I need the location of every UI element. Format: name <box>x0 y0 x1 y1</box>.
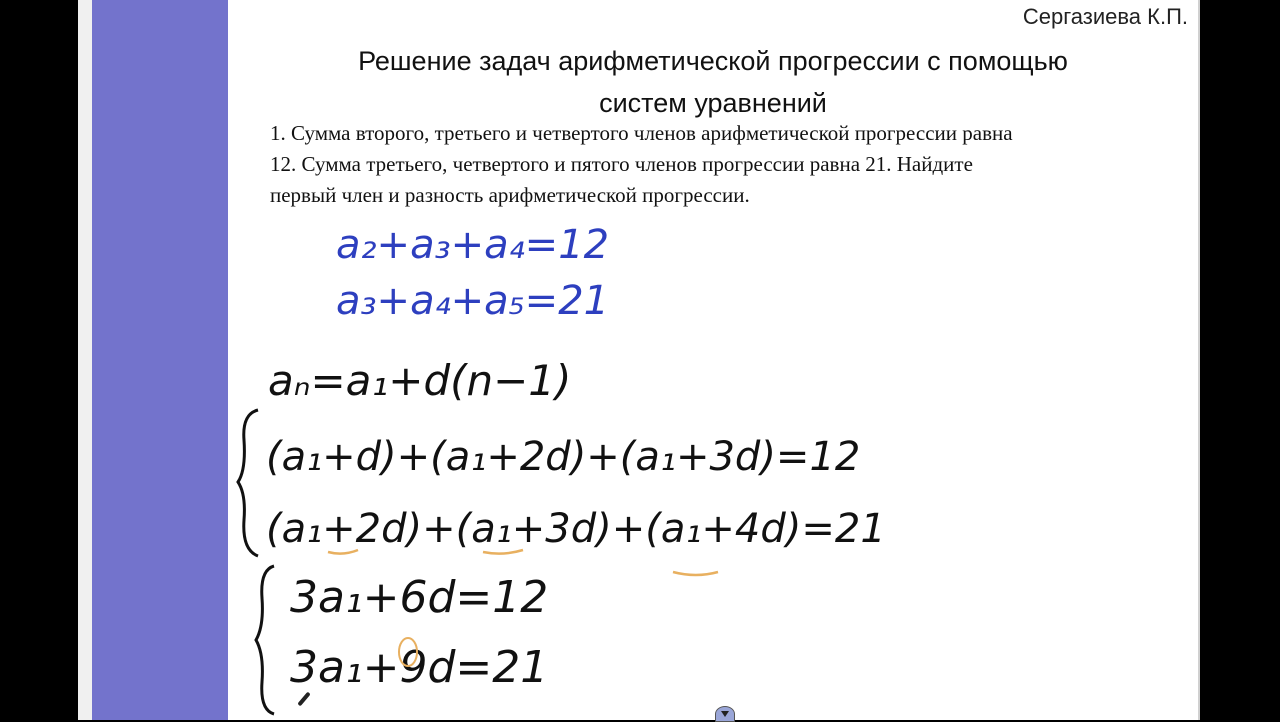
title-line-2: систем уравнений <box>599 88 827 118</box>
system2-equation-1: 3a₁+6d=12 <box>290 572 549 623</box>
system-brace-1 <box>238 410 258 556</box>
title-line-1: Решение задач арифметической прогрессии с помощью <box>358 46 1068 76</box>
blue-equation-1: a₂+a₃+a₄=12 <box>336 222 610 268</box>
handwriting-layer <box>228 0 1200 720</box>
blue-equation-2: a₃+a₄+a₅=21 <box>336 278 610 324</box>
system2-equation-2: 3a₁+9d=21 <box>290 642 549 693</box>
problem-line-2: 12. Сумма третьего, четвертого и пятого членов прогрессии равна 21. Найдите <box>270 152 973 176</box>
general-term-formula: aₙ=a₁+d(n−1) <box>268 356 572 405</box>
author-label: Сергазиева К.П. <box>1022 4 1188 29</box>
system1-equation-1: (a₁+d)+(a₁+2d)+(a₁+3d)=12 <box>266 434 861 480</box>
letterbox-right <box>1202 0 1280 720</box>
letterbox-left <box>0 0 78 720</box>
problem-line-1: 1. Сумма второго, третьего и четвертого членов арифметической прогрессии равна <box>270 121 1013 145</box>
whiteboard-canvas[interactable] <box>228 0 1200 720</box>
system-brace-2 <box>256 566 274 714</box>
problem-line-3: первый член и разность арифметической прогрессии. <box>270 183 750 207</box>
highlight-underline <box>673 572 718 575</box>
system1-equation-2: (a₁+2d)+(a₁+3d)+(a₁+4d)=21 <box>266 506 886 552</box>
slide-sidebar-panel <box>92 0 228 720</box>
side-toolbar-strip <box>78 0 93 720</box>
